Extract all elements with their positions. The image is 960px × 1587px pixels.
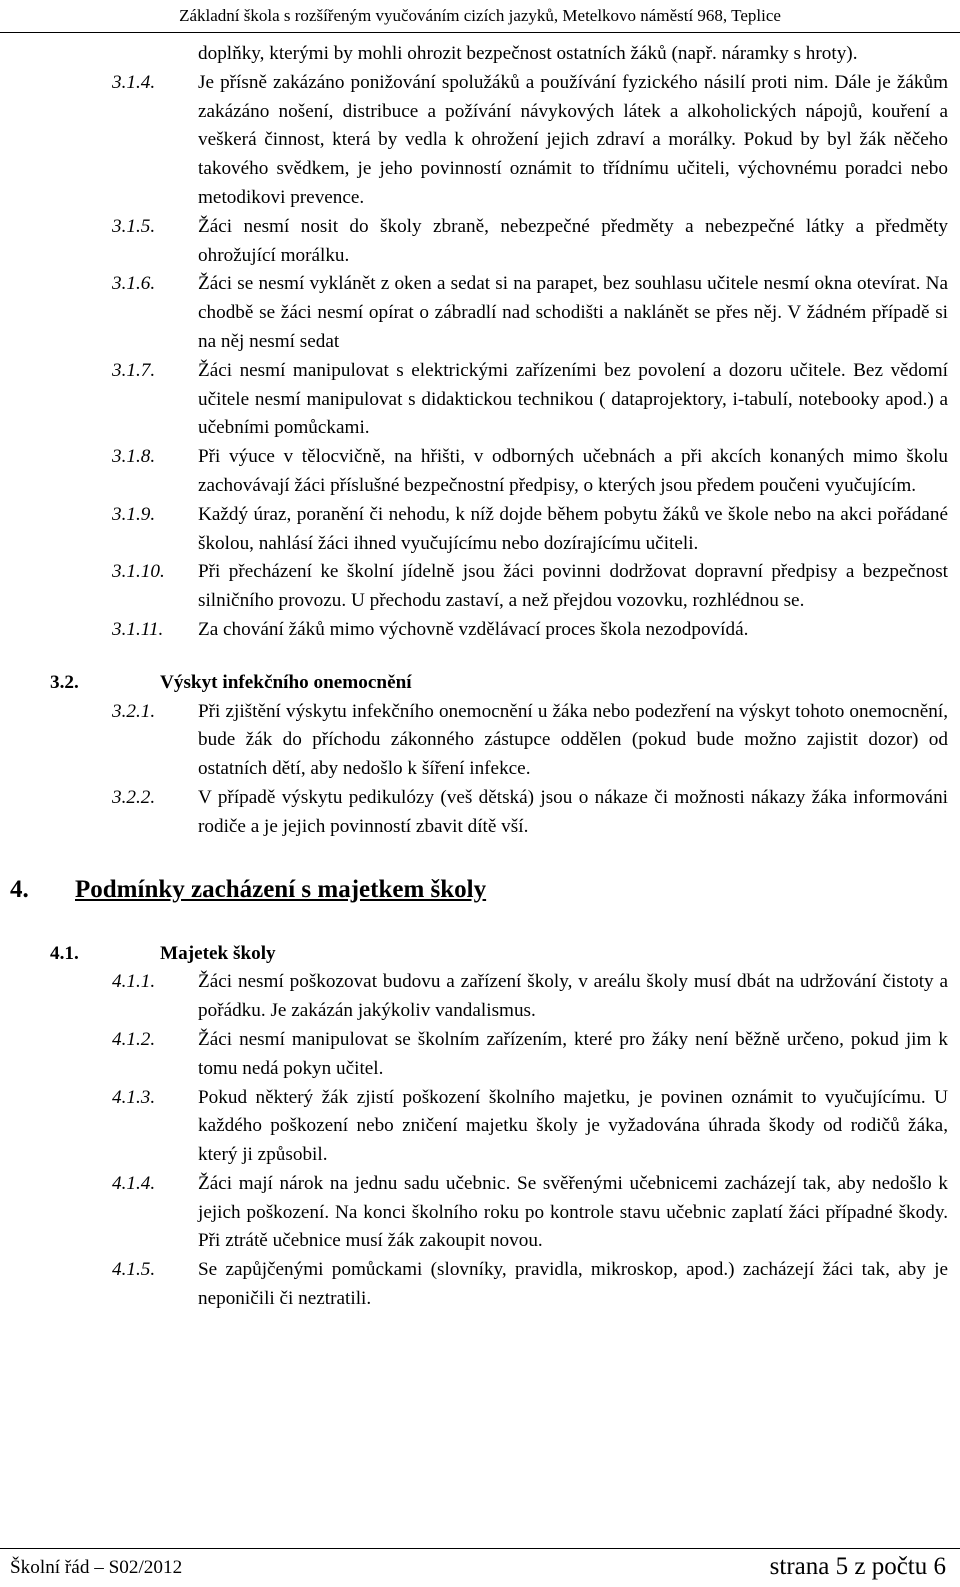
section-heading (0, 940, 960, 969)
page-header (0, 0, 960, 33)
section-number: 3.2. (50, 671, 79, 693)
chapter-number: 4. (10, 875, 29, 903)
list-item (0, 501, 960, 559)
item-text: Je přísně zakázáno ponižování spolužáků a používání fyzického násilí proti nim. Dále je žákům zakázáno nošení, distribuce a požívání návykových látek a alkoholických nápojů, kouření a veškerá činnost, která by vedla k ohrožení jejich zdraví a morálky. Pokud by byl žák něčeho takového svědkem, je jeho povinností oznámit to třídnímu učiteli, výchovnému poradci nebo metodikovi prevence. (198, 71, 948, 208)
list-item (0, 968, 960, 1026)
list-item (0, 1026, 960, 1084)
item-number: 3.1.5. (112, 215, 156, 237)
list-item (0, 616, 960, 645)
item-number: 3.2.2. (112, 786, 156, 808)
item-number: 3.1.11. (112, 618, 164, 640)
item-number: 3.1.7. (112, 359, 156, 381)
list-item (0, 357, 960, 443)
list-item (0, 1084, 960, 1170)
list-item (0, 698, 960, 784)
page-footer (0, 1548, 960, 1587)
list-item (0, 443, 960, 501)
item-text: Při zjištění výskytu infekčního onemocnění u žáka nebo podezření na výskyt tohoto onemocnění, bude žák do příchodu zákonného zástupce oddělen (pokud bude možno zajistit dozor) od ostatních dětí, aby nedošlo k šíření infekce. (198, 700, 948, 780)
footer-doc-id: Školní řád – S02/2012 (10, 1557, 183, 1578)
list-item (0, 69, 960, 213)
chapter-heading (0, 870, 960, 910)
document-body (0, 40, 960, 1314)
item-number: 4.1.5. (112, 1259, 156, 1281)
item-number: 3.1.4. (112, 71, 156, 93)
item-number: 4.1.2. (112, 1028, 156, 1050)
item-text: Žáci mají nárok na jednu sadu učebnic. Se svěřenými učebnicemi zacházejí tak, aby nedošlo k jejich poškození. Na konci školního roku po kontrole stavu učebnic zaplatí žáci případné škody. Při ztrátě učebnice musí žák zakoupit novou. (198, 1172, 948, 1252)
section-heading (0, 669, 960, 698)
item-text: Žáci nesmí manipulovat s elektrickými zařízeními bez povolení a dozoru učitele. Bez vědomí učitele nesmí manipulovat s didaktickou technikou ( dataprojektory, i-tabulí, notebooky apod.) a učebními pomůckami. (198, 359, 948, 439)
list-item (0, 1256, 960, 1314)
item-text: Žáci nesmí poškozovat budovu a zařízení školy, v areálu školy musí dbát na udržování čistoty a pořádku. Je zakázán jakýkoliv vandalismus. (198, 971, 948, 1022)
list-item (0, 1170, 960, 1256)
item-number: 4.1.1. (112, 971, 156, 993)
chapter-title: Podmínky zacházení s majetkem školy (75, 875, 487, 903)
header-title: Základní škola s rozšířeným vyučováním cizích jazyků, Metelkovo náměstí 968, Teplice (179, 6, 781, 25)
item-number: 3.1.8. (112, 446, 156, 468)
item-number: 4.1.3. (112, 1086, 156, 1108)
item-text: Pokud některý žák zjistí poškození školního majetku, je povinen oznámit to vyučujícímu. U každého poškození nebo zničení majetku školy je vyžadována úhrada škody od rodičů žáka, který ji způsobil. (198, 1086, 948, 1166)
list-item (0, 270, 960, 356)
section-title: Výskyt infekčního onemocnění (160, 671, 412, 693)
footer-page-number: strana 5 z počtu 6 (769, 1553, 946, 1580)
item-text: Žáci nesmí manipulovat se školním zařízením, které pro žáky není běžně určeno, pokud jim k tomu nedá pokyn učitel. (198, 1028, 948, 1079)
item-text: Za chování žáků mimo výchovně vzdělávací proces škola nezodpovídá. (198, 618, 749, 640)
item-text: Žáci se nesmí vyklánět z oken a sedat si na parapet, bez souhlasu učitele nesmí okna otevírat. Na chodbě se žáci nesmí opírat o zábradlí nad schodišti a naklánět se přes něj. V žádném případě si na něj nesmí sedat (198, 273, 948, 352)
item-number: 3.1.10. (112, 561, 165, 583)
item-text: Se zapůjčenými pomůckami (slovníky, pravidla, mikroskop, apod.) zacházejí žáci tak, aby je neponičili či neztratili. (198, 1259, 948, 1310)
item-number: 3.2.1. (112, 700, 156, 722)
list-item (0, 213, 960, 271)
item-number: 3.1.9. (112, 503, 156, 525)
section-number: 4.1. (50, 942, 79, 964)
list-item (0, 558, 960, 616)
list-item (0, 784, 960, 842)
item-text: Při výuce v tělocvičně, na hřišti, v odborných učebnách a při akcích konaných mimo školu zachovávají žáci příslušné bezpečnostní předpisy, o kterých jsou předem poučeni vyučujícím. (198, 446, 948, 496)
item-text: Při přecházení ke školní jídelně jsou žáci povinni dodržovat dopravní předpisy a bezpečnost silničního provozu. U přechodu zastaví, a než přejdou vozovku, rozhlédnou se. (198, 561, 948, 612)
item-text: V případě výskytu pedikulózy (veš dětská) jsou o nákaze či možnosti nákazy žáka informováni rodiče a je jejich povinností zbavit dítě vší. (198, 786, 948, 837)
section-title: Majetek školy (160, 942, 276, 964)
paragraph-text: doplňky, kterými by mohli ohrozit bezpečnost ostatních žáků (např. náramky s hroty). (198, 43, 858, 64)
item-text: Každý úraz, poranění či nehodu, k níž dojde během pobytu žáků ve škole nebo na akci pořádané školou, nahlásí žáci ihned vyučujícímu nebo dozírajícímu učiteli. (198, 503, 948, 554)
continued-paragraph (0, 40, 960, 69)
item-number: 4.1.4. (112, 1172, 156, 1194)
item-number: 3.1.6. (112, 273, 156, 295)
item-text: Žáci nesmí nosit do školy zbraně, nebezpečné předměty a nebezpečné látky a předměty ohrožující morálku. (198, 215, 948, 266)
